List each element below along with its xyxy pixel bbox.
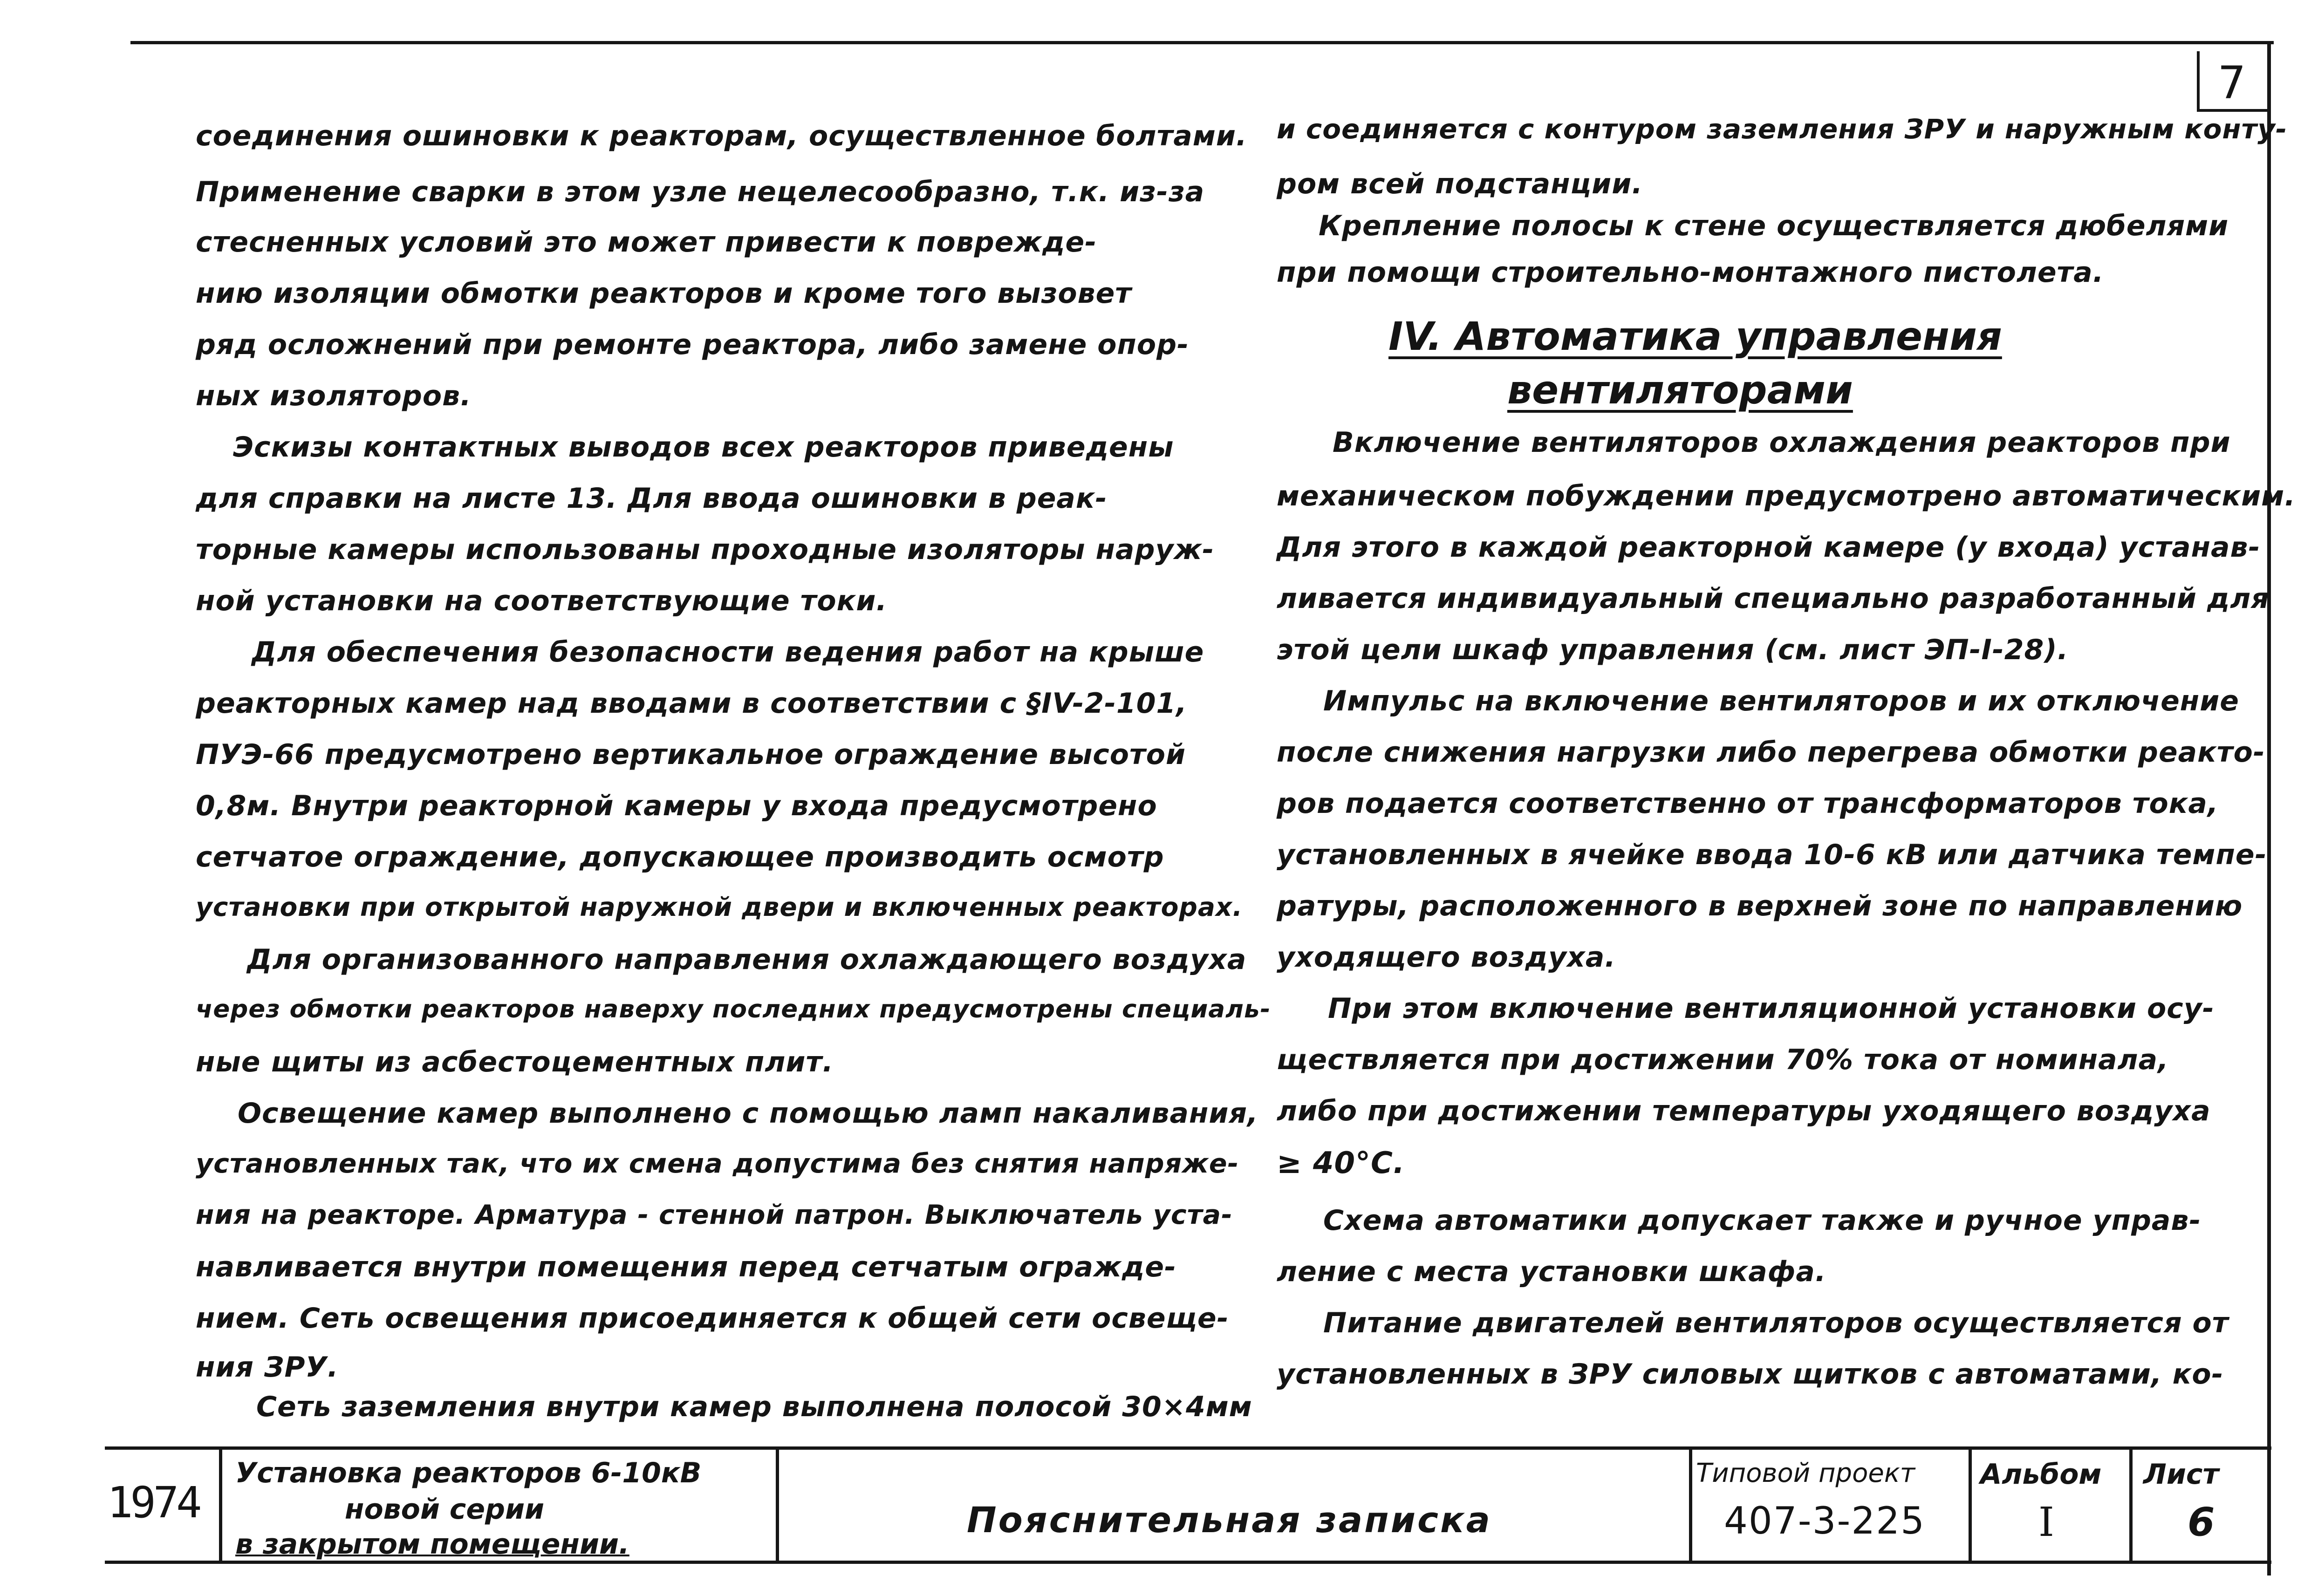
text-line: ПУЭ-66 предусмотрено вертикальное ограждение высотой bbox=[196, 738, 1186, 771]
text-line: Для этого в каждой реакторной камере (у входа) устанав- bbox=[1277, 531, 2261, 564]
title-block-divider bbox=[1969, 1446, 1972, 1564]
text-line: Импульс на включение вентиляторов и их отключение bbox=[1323, 685, 2239, 717]
text-line: ния на реакторе. Арматура - стенной патрон. Выключатель уста- bbox=[196, 1200, 1233, 1230]
text-line: Освещение камер выполнено с помощью ламп накаливания, bbox=[238, 1097, 1258, 1130]
document-title: Пояснительная записка bbox=[967, 1499, 1492, 1541]
text-line: реакторных камер над вводами в соответствии с §IV-2-101, bbox=[196, 687, 1188, 720]
title-block-divider bbox=[776, 1446, 779, 1564]
title-block-top-rule bbox=[105, 1446, 2271, 1450]
title-block-bottom-rule bbox=[105, 1561, 2271, 1564]
title-block-divider bbox=[219, 1446, 222, 1564]
text-line: стесненных условий это может привести к поврежде- bbox=[196, 226, 1097, 259]
text-line: ратуры, расположенного в верхней зоне по направлению bbox=[1277, 890, 2243, 922]
text-line: 0,8м. Внутри реакторной камеры у входа предусмотрено bbox=[196, 790, 1157, 822]
text-line: ≥ 40°С. bbox=[1277, 1146, 1405, 1180]
title-block-divider bbox=[1689, 1446, 1692, 1564]
sheet-value: 6 bbox=[2188, 1499, 2215, 1545]
album-value: I bbox=[2038, 1499, 2054, 1546]
text-line: через обмотки реакторов наверху последних предусмотрены специаль- bbox=[196, 995, 1271, 1023]
title-block bbox=[0, 1444, 2311, 1596]
text-line: уходящего воздуха. bbox=[1277, 941, 1616, 974]
text-line: Крепление полосы к стене осуществляется дюбелями bbox=[1319, 210, 2229, 242]
object-title-line2: новой серии bbox=[345, 1493, 545, 1526]
title-block-divider bbox=[2129, 1446, 2133, 1564]
text-line: ных изоляторов. bbox=[196, 380, 472, 412]
text-line: ливается индивидуальный специально разработанный для bbox=[1277, 582, 2270, 615]
text-line: Включение вентиляторов охлаждения реакторов при bbox=[1333, 426, 2231, 459]
text-line: Применение сварки в этом узле нецелесообразно, т.к. из-за bbox=[196, 176, 1205, 208]
text-line: при помощи строительно-монтажного пистолета. bbox=[1277, 256, 2104, 289]
text-line: установленных так, что их смена допустима без снятия напряже- bbox=[196, 1148, 1239, 1179]
text-line: нию изоляции обмотки реакторов и кроме того вызовет bbox=[196, 277, 1132, 310]
text-line: для справки на листе 13. Для ввода ошиновки в реак- bbox=[196, 482, 1108, 515]
text-line: этой цели шкаф управления (см. лист ЭП-I-28). bbox=[1277, 634, 2069, 666]
text-line: установленных в ЗРУ силовых щитков с автоматами, ко- bbox=[1277, 1358, 2224, 1391]
object-title-line3: в закрытом помещении. bbox=[235, 1528, 629, 1561]
text-line: Сеть заземления внутри камер выполнена полосой 30×4мм bbox=[256, 1391, 1252, 1423]
section-heading-continued: вентиляторами bbox=[1507, 367, 1853, 413]
text-line: после снижения нагрузки либо перегрева обмотки реакто- bbox=[1277, 736, 2265, 769]
text-line: Для обеспечения безопасности ведения работ на крыше bbox=[252, 636, 1204, 668]
text-line: навливается внутри помещения перед сетчатым огражде- bbox=[196, 1251, 1176, 1283]
left-column bbox=[0, 0, 1271, 1444]
text-line: установленных в ячейке ввода 10-6 кВ или датчика темпе- bbox=[1277, 839, 2267, 871]
text-line: сетчатое ограждение, допускающее производить осмотр bbox=[196, 841, 1164, 873]
text-line: механическом побуждении предусмотрено автоматическим. bbox=[1277, 480, 2296, 512]
text-line: ные щиты из асбестоцементных плит. bbox=[196, 1046, 834, 1078]
text-line: Для организованного направления охлаждающего воздуха bbox=[247, 943, 1247, 976]
sheet-number: 7 bbox=[2217, 57, 2246, 109]
text-line: При этом включение вентиляционной установки осу- bbox=[1328, 992, 2215, 1025]
text-line: либо при достижении температуры уходящего воздуха bbox=[1277, 1095, 2211, 1127]
text-line: ществляется при достижении 70% тока от номинала, bbox=[1277, 1044, 2169, 1076]
text-line: ряд осложнений при ремонте реактора, либо замене опор- bbox=[196, 328, 1189, 361]
text-line: установки при открытой наружной двери и включенных реакторах. bbox=[196, 892, 1243, 922]
object-title-line1: Установка реакторов 6-10кВ bbox=[235, 1457, 702, 1489]
text-line: Эскизы контактных выводов всех реакторов приведены bbox=[233, 431, 1174, 464]
project-number: 407-3-225 bbox=[1724, 1499, 1926, 1542]
text-line: ров подается соответственно от трансформаторов тока, bbox=[1277, 787, 2219, 820]
text-line: нием. Сеть освещения присоединяется к общей сети освеще- bbox=[196, 1302, 1229, 1335]
text-line: торные камеры использованы проходные изоляторы наруж- bbox=[196, 533, 1215, 566]
text-line: соединения ошиновки к реакторам, осуществленное болтами. bbox=[196, 120, 1247, 152]
year-label: 1974 bbox=[107, 1478, 199, 1528]
sheet-label: Лист bbox=[2143, 1458, 2219, 1491]
right-column bbox=[1235, 0, 2296, 1444]
section-heading: IV. Автоматика управления bbox=[1388, 314, 2002, 359]
text-line: ление с места установки шкафа. bbox=[1277, 1255, 1826, 1288]
text-line: Схема автоматики допускает также и ручное управ- bbox=[1323, 1204, 2202, 1237]
text-line: Питание двигателей вентиляторов осуществляется от bbox=[1323, 1307, 2229, 1339]
text-line: ной установки на соответствующие токи. bbox=[196, 585, 888, 617]
text-line: и соединяется с контуром заземления ЗРУ и наружным конту- bbox=[1277, 113, 2288, 145]
right-border bbox=[2267, 43, 2271, 1576]
text-line: ния ЗРУ. bbox=[196, 1351, 339, 1384]
project-label: Типовой проект bbox=[1696, 1458, 1915, 1488]
album-label: Альбом bbox=[1980, 1458, 2102, 1491]
text-line: ром всей подстанции. bbox=[1277, 168, 1643, 200]
